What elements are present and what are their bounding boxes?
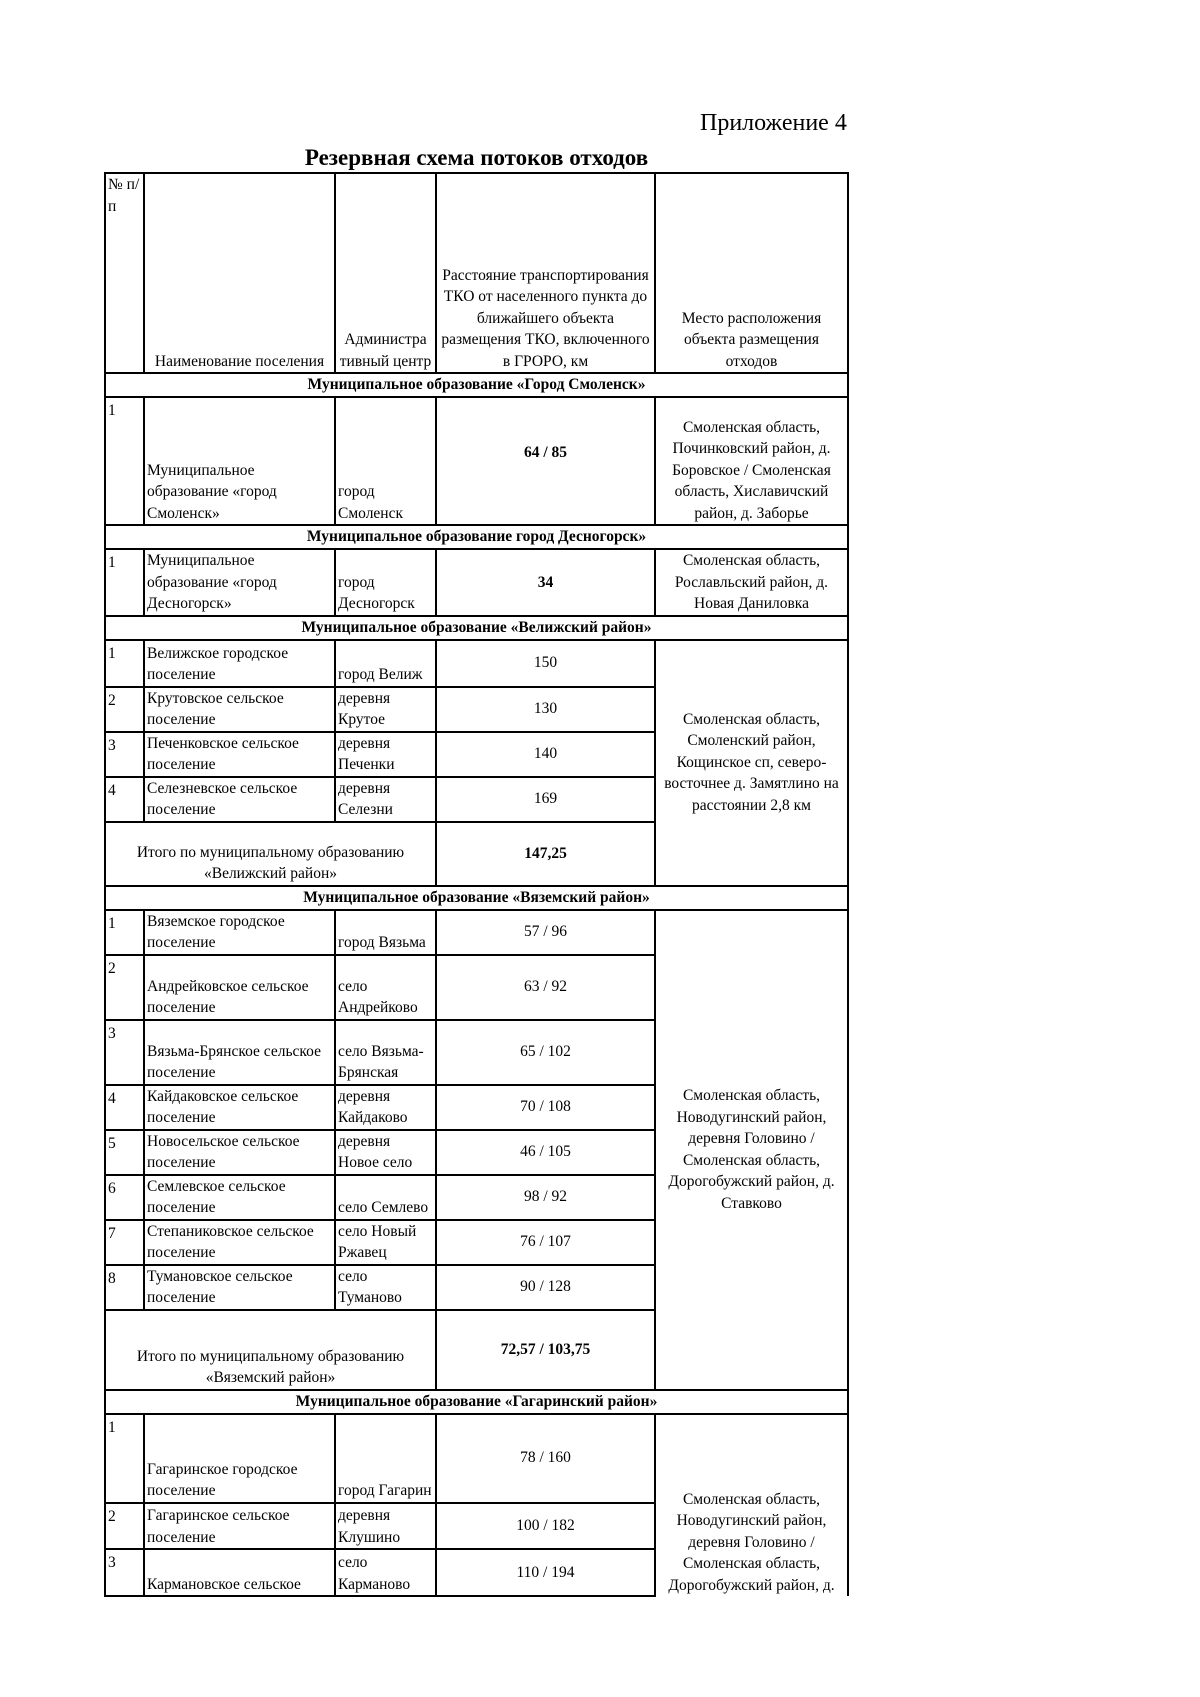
distance-value: 65 / 102 [436, 1020, 655, 1085]
settlement-name: Тумановское сельское поселение [144, 1265, 335, 1310]
distance-value: 169 [436, 777, 655, 822]
settlement-name: Кармановское сельское [144, 1549, 335, 1596]
waste-flow-table [104, 172, 849, 1597]
distance-value: 100 / 182 [436, 1503, 655, 1550]
admin-center: село Вязьма-Брянская [335, 1020, 436, 1085]
distance-value: 64 / 85 [436, 397, 655, 525]
row-num: 4 [105, 1085, 144, 1130]
total-label: Итого по муниципальному образованию «Вяземский район» [105, 1310, 436, 1390]
admin-center: деревня Кайдаково [335, 1085, 436, 1130]
admin-center: город Смоленск [335, 397, 436, 525]
section-title: Муниципальное образование город Десногорск» [105, 525, 848, 549]
admin-center: город Десногорск [335, 549, 436, 616]
section-title: Муниципальное образование «Велижский район» [105, 616, 848, 640]
section-row [105, 886, 848, 910]
disposal-location: Смоленская область, Новодугинский район, деревня Головино / Смоленская область, Дорогобужский район, д. [655, 1414, 848, 1597]
distance-value: 98 / 92 [436, 1175, 655, 1220]
distance-value: 63 / 92 [436, 955, 655, 1020]
section-row [105, 616, 848, 640]
disposal-location: Смоленская область, Смоленский район, Кощинское сп, северо-восточнее д. Замятлино на расстоянии 2,8 км [655, 640, 848, 886]
row-num: 2 [105, 1503, 144, 1550]
table-row [105, 640, 848, 687]
total-value: 147,25 [436, 822, 655, 886]
section-title: Муниципальное образование «Город Смоленск» [105, 373, 848, 397]
table-row [105, 397, 848, 525]
settlement-name: Степаниковское сельское поселение [144, 1220, 335, 1265]
distance-value: 34 [436, 549, 655, 616]
admin-center: село Семлево [335, 1175, 436, 1220]
settlement-name: Новосельское сельское поселение [144, 1130, 335, 1175]
section-title: Муниципальное образование «Гагаринский район» [105, 1390, 848, 1414]
table-row [105, 910, 848, 955]
settlement-name: Вяземское городское поселение [144, 910, 335, 955]
disposal-location: Смоленская область, Починковский район, д. Боровское / Смоленская область, Хиславичский район, д. Заборье [655, 397, 848, 525]
admin-center: село Карманово [335, 1549, 436, 1596]
row-num: 7 [105, 1220, 144, 1265]
total-value: 72,57 / 103,75 [436, 1310, 655, 1390]
appendix-label: Приложение 4 [700, 110, 847, 136]
distance-value: 46 / 105 [436, 1130, 655, 1175]
distance-value: 57 / 96 [436, 910, 655, 955]
settlement-name: Вязьма-Брянское сельское поселение [144, 1020, 335, 1085]
settlement-name: Гагаринское сельское поселение [144, 1503, 335, 1550]
admin-center: село Туманово [335, 1265, 436, 1310]
admin-center: село Андрейково [335, 955, 436, 1020]
distance-value: 70 / 108 [436, 1085, 655, 1130]
header-name: Наименование поселения [144, 173, 335, 373]
row-num: 3 [105, 1549, 144, 1596]
row-num: 1 [105, 1414, 144, 1503]
row-num: 4 [105, 777, 144, 822]
settlement-name: Кайдаковское сельское поселение [144, 1085, 335, 1130]
row-num: 1 [105, 549, 144, 616]
row-num: 1 [105, 397, 144, 525]
settlement-name: Муниципальное образование «город Смоленск» [144, 397, 335, 525]
admin-center: деревня Селезни [335, 777, 436, 822]
header-num: № п/п [105, 173, 144, 373]
settlement-name: Селезневское сельское поселение [144, 777, 335, 822]
row-num: 3 [105, 732, 144, 777]
settlement-name: Муниципальное образование «город Десногорск» [144, 549, 335, 616]
settlement-name: Печенковское сельское поселение [144, 732, 335, 777]
section-row [105, 1390, 848, 1414]
admin-center: деревня Новое село [335, 1130, 436, 1175]
header-place: Место расположения объекта размещения отходов [655, 173, 848, 373]
row-num: 2 [105, 687, 144, 732]
row-num: 5 [105, 1130, 144, 1175]
row-num: 2 [105, 955, 144, 1020]
distance-value: 130 [436, 687, 655, 732]
disposal-location: Смоленская область, Рославльский район, д. Новая Даниловка [655, 549, 848, 616]
distance-value: 110 / 194 [436, 1549, 655, 1596]
row-num: 3 [105, 1020, 144, 1085]
section-row [105, 525, 848, 549]
header-center: Администра тивный центр [335, 173, 436, 373]
admin-center: город Вязьма [335, 910, 436, 955]
admin-center: город Гагарин [335, 1414, 436, 1503]
admin-center: деревня Клушино [335, 1503, 436, 1550]
distance-value: 76 / 107 [436, 1220, 655, 1265]
document-title: Резервная схема потоков отходов [304, 145, 649, 170]
settlement-name: Велижское городское поселение [144, 640, 335, 687]
disposal-location: Смоленская область, Новодугинский район, деревня Головино / Смоленская область, Дорогобужский район, д. Ставково [655, 910, 848, 1390]
table-row [105, 1414, 848, 1503]
row-num: 6 [105, 1175, 144, 1220]
distance-value: 78 / 160 [436, 1414, 655, 1503]
row-num: 1 [105, 640, 144, 687]
section-row [105, 373, 848, 397]
row-num: 1 [105, 910, 144, 955]
admin-center: село Новый Ржавец [335, 1220, 436, 1265]
header-distance: Расстояние транспортирования ТКО от населенного пункта до ближайшего объекта размещения ТКО, включенного в ГРОРО, км [436, 173, 655, 373]
admin-center: деревня Печенки [335, 732, 436, 777]
settlement-name: Крутовское сельское поселение [144, 687, 335, 732]
total-label: Итого по муниципальному образованию «Велижский район» [105, 822, 436, 886]
settlement-name: Андрейковское сельское поселение [144, 955, 335, 1020]
settlement-name: Гагаринское городское поселение [144, 1414, 335, 1503]
section-title: Муниципальное образование «Вяземский район» [105, 886, 848, 910]
table-header-row [105, 173, 848, 373]
admin-center: деревня Крутое [335, 687, 436, 732]
distance-value: 140 [436, 732, 655, 777]
table-row [105, 549, 848, 616]
distance-value: 90 / 128 [436, 1265, 655, 1310]
admin-center: город Велиж [335, 640, 436, 687]
row-num: 8 [105, 1265, 144, 1310]
distance-value: 150 [436, 640, 655, 687]
settlement-name: Семлевское сельское поселение [144, 1175, 335, 1220]
